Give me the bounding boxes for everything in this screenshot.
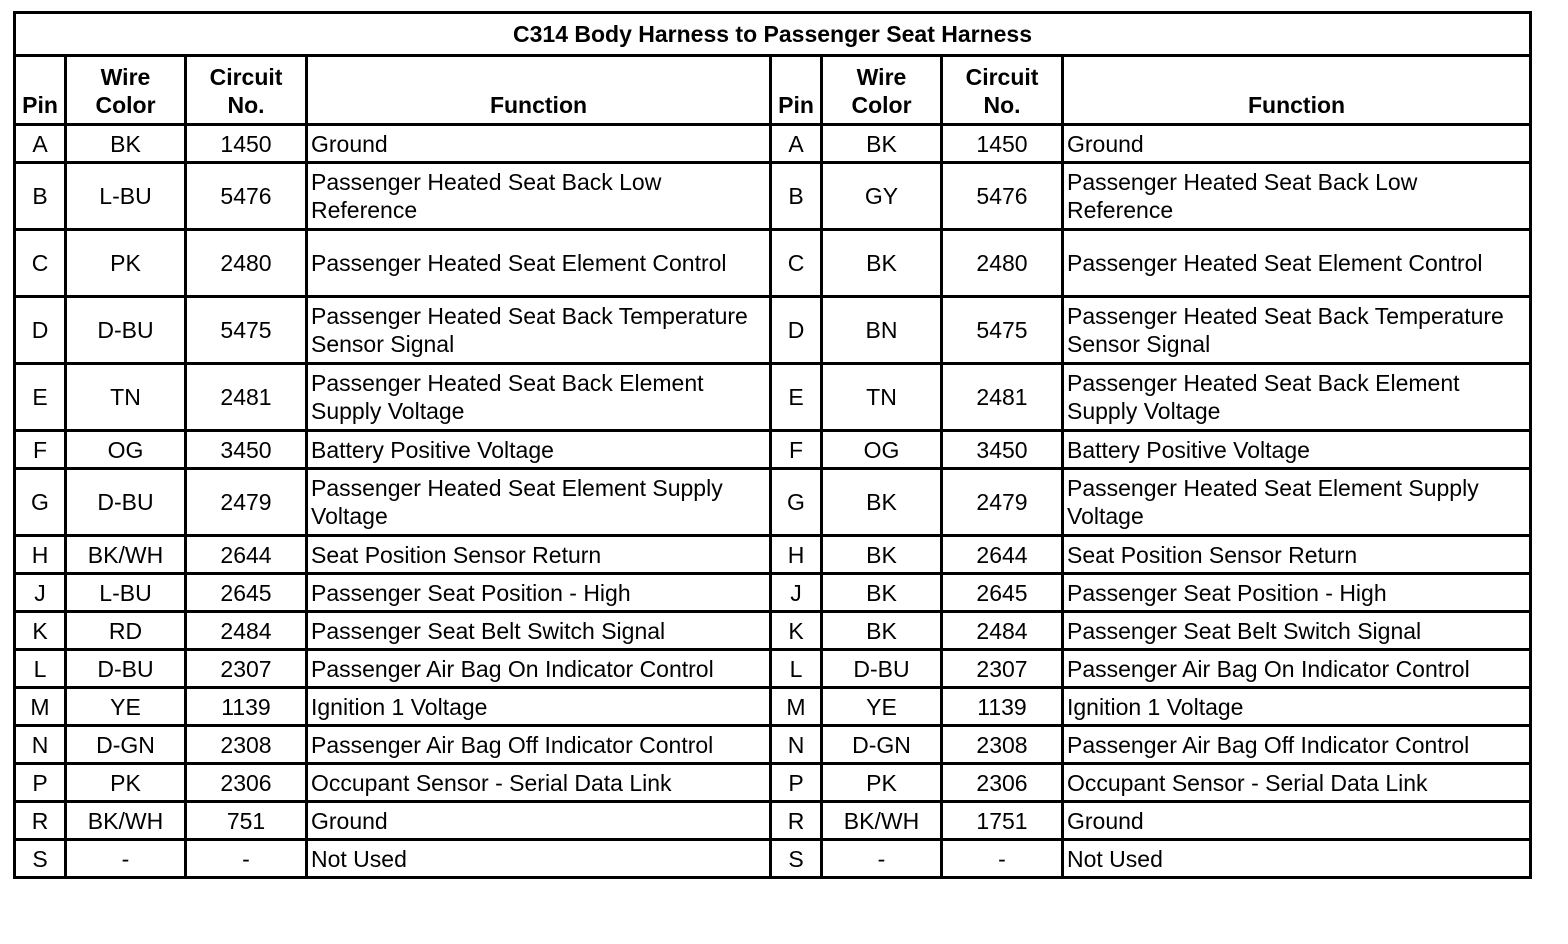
circuit-cell-left: 2479: [186, 469, 307, 536]
table-row: [15, 163, 1531, 230]
wire-color-cell-right: BK: [822, 574, 942, 612]
function-cell-left: Ground: [307, 125, 771, 163]
pin-cell-right: F: [771, 431, 822, 469]
circuit-cell-right: 1751: [942, 802, 1063, 840]
table-body: [15, 125, 1531, 878]
pin-cell-left: P: [15, 764, 66, 802]
wire-color-header-left: Wire Color: [66, 56, 186, 125]
function-cell-right: Battery Positive Voltage: [1063, 431, 1531, 469]
pin-cell-left: B: [15, 163, 66, 230]
table-row: [15, 574, 1531, 612]
wire-color-cell-left: D-BU: [66, 650, 186, 688]
table-row: [15, 230, 1531, 297]
circuit-cell-left: 5475: [186, 297, 307, 364]
circuit-cell-right: 5476: [942, 163, 1063, 230]
function-cell-left: Passenger Heated Seat Back Low Reference: [307, 163, 771, 230]
pin-cell-right: G: [771, 469, 822, 536]
function-cell-right: Passenger Seat Position - High: [1063, 574, 1531, 612]
function-cell-left: Passenger Heated Seat Back Element Supply Voltage: [307, 364, 771, 431]
wire-color-cell-left: RD: [66, 612, 186, 650]
function-cell-left: Occupant Sensor - Serial Data Link: [307, 764, 771, 802]
pin-cell-right: A: [771, 125, 822, 163]
circuit-cell-left: 2644: [186, 536, 307, 574]
circuit-no-header-right: Circuit No.: [942, 56, 1063, 125]
pin-cell-left: D: [15, 297, 66, 364]
function-cell-left: Battery Positive Voltage: [307, 431, 771, 469]
wire-color-cell-left: BK/WH: [66, 802, 186, 840]
circuit-cell-left: 2645: [186, 574, 307, 612]
wire-color-cell-left: BK/WH: [66, 536, 186, 574]
pin-cell-right: P: [771, 764, 822, 802]
wire-color-cell-right: -: [822, 840, 942, 878]
table-row: [15, 650, 1531, 688]
pin-cell-left: E: [15, 364, 66, 431]
wire-color-cell-left: D-BU: [66, 297, 186, 364]
wire-color-cell-left: OG: [66, 431, 186, 469]
wire-color-cell-right: BK: [822, 536, 942, 574]
wire-color-cell-right: BK/WH: [822, 802, 942, 840]
table-row: [15, 840, 1531, 878]
circuit-cell-left: 2484: [186, 612, 307, 650]
circuit-cell-right: 2307: [942, 650, 1063, 688]
circuit-cell-right: 1139: [942, 688, 1063, 726]
circuit-cell-left: 2480: [186, 230, 307, 297]
wire-color-cell-right: TN: [822, 364, 942, 431]
pin-cell-right: L: [771, 650, 822, 688]
pin-cell-left: S: [15, 840, 66, 878]
pin-header-left: Pin: [15, 56, 66, 125]
function-cell-left: Passenger Heated Seat Element Supply Voltage: [307, 469, 771, 536]
pin-cell-left: J: [15, 574, 66, 612]
table-row: [15, 469, 1531, 536]
circuit-cell-right: 2480: [942, 230, 1063, 297]
pin-cell-right: N: [771, 726, 822, 764]
function-cell-right: Passenger Heated Seat Back Element Supply Voltage: [1063, 364, 1531, 431]
table-title: C314 Body Harness to Passenger Seat Harness: [15, 13, 1531, 56]
wire-color-cell-right: GY: [822, 163, 942, 230]
function-cell-right: Passenger Seat Belt Switch Signal: [1063, 612, 1531, 650]
wire-color-cell-right: BK: [822, 612, 942, 650]
function-cell-right: Passenger Air Bag On Indicator Control: [1063, 650, 1531, 688]
circuit-cell-right: -: [942, 840, 1063, 878]
circuit-cell-left: 2481: [186, 364, 307, 431]
pin-cell-right: C: [771, 230, 822, 297]
wire-color-cell-left: YE: [66, 688, 186, 726]
circuit-cell-left: 1139: [186, 688, 307, 726]
circuit-cell-right: 2645: [942, 574, 1063, 612]
pin-cell-right: B: [771, 163, 822, 230]
function-cell-right: Ignition 1 Voltage: [1063, 688, 1531, 726]
function-cell-right: Passenger Heated Seat Back Temperature Sensor Signal: [1063, 297, 1531, 364]
function-cell-left: Ground: [307, 802, 771, 840]
wire-color-cell-right: D-GN: [822, 726, 942, 764]
function-cell-left: Passenger Heated Seat Back Temperature Sensor Signal: [307, 297, 771, 364]
circuit-cell-left: 2308: [186, 726, 307, 764]
pin-cell-right: J: [771, 574, 822, 612]
pin-header-right: Pin: [771, 56, 822, 125]
circuit-cell-right: 2644: [942, 536, 1063, 574]
pin-cell-right: D: [771, 297, 822, 364]
circuit-cell-left: 5476: [186, 163, 307, 230]
pin-cell-left: H: [15, 536, 66, 574]
pin-cell-right: M: [771, 688, 822, 726]
pin-cell-left: L: [15, 650, 66, 688]
function-cell-left: Passenger Seat Belt Switch Signal: [307, 612, 771, 650]
wire-color-cell-left: PK: [66, 764, 186, 802]
table-row: [15, 688, 1531, 726]
circuit-cell-right: 3450: [942, 431, 1063, 469]
circuit-cell-right: 2306: [942, 764, 1063, 802]
pin-cell-right: K: [771, 612, 822, 650]
function-cell-left: Passenger Air Bag On Indicator Control: [307, 650, 771, 688]
pin-cell-left: N: [15, 726, 66, 764]
pin-cell-right: S: [771, 840, 822, 878]
wire-color-cell-left: D-BU: [66, 469, 186, 536]
circuit-cell-right: 5475: [942, 297, 1063, 364]
table-row: [15, 536, 1531, 574]
function-header-left: Function: [307, 56, 771, 125]
circuit-cell-left: 2307: [186, 650, 307, 688]
pin-cell-left: C: [15, 230, 66, 297]
function-cell-left: Passenger Seat Position - High: [307, 574, 771, 612]
table-row: [15, 802, 1531, 840]
table-row: [15, 125, 1531, 163]
circuit-cell-right: 2308: [942, 726, 1063, 764]
circuit-cell-left: 3450: [186, 431, 307, 469]
wire-color-cell-left: -: [66, 840, 186, 878]
wire-color-cell-left: PK: [66, 230, 186, 297]
wire-color-cell-right: BN: [822, 297, 942, 364]
function-header-right: Function: [1063, 56, 1531, 125]
circuit-cell-right: 1450: [942, 125, 1063, 163]
function-cell-right: Passenger Heated Seat Element Control: [1063, 230, 1531, 297]
function-cell-left: Passenger Heated Seat Element Control: [307, 230, 771, 297]
function-cell-right: Ground: [1063, 125, 1531, 163]
wire-color-header-right: Wire Color: [822, 56, 942, 125]
table-row: [15, 297, 1531, 364]
function-cell-left: Passenger Air Bag Off Indicator Control: [307, 726, 771, 764]
header-row: [15, 56, 1531, 125]
circuit-cell-left: 751: [186, 802, 307, 840]
circuit-cell-left: 2306: [186, 764, 307, 802]
pin-cell-left: M: [15, 688, 66, 726]
function-cell-right: Passenger Heated Seat Back Low Reference: [1063, 163, 1531, 230]
wire-color-cell-left: BK: [66, 125, 186, 163]
function-cell-right: Passenger Heated Seat Element Supply Voltage: [1063, 469, 1531, 536]
connector-table: [13, 11, 1532, 879]
table-row: [15, 764, 1531, 802]
circuit-cell-right: 2479: [942, 469, 1063, 536]
wire-color-cell-left: L-BU: [66, 163, 186, 230]
table-row: [15, 612, 1531, 650]
function-cell-left: Ignition 1 Voltage: [307, 688, 771, 726]
table-row: [15, 364, 1531, 431]
wire-color-cell-right: D-BU: [822, 650, 942, 688]
wire-color-cell-left: L-BU: [66, 574, 186, 612]
wire-color-cell-left: TN: [66, 364, 186, 431]
wire-color-cell-right: BK: [822, 469, 942, 536]
function-cell-left: Not Used: [307, 840, 771, 878]
pin-cell-left: K: [15, 612, 66, 650]
circuit-cell-right: 2481: [942, 364, 1063, 431]
wire-color-cell-right: PK: [822, 764, 942, 802]
wire-color-cell-right: OG: [822, 431, 942, 469]
wire-color-cell-right: BK: [822, 125, 942, 163]
circuit-cell-left: 1450: [186, 125, 307, 163]
pin-cell-left: R: [15, 802, 66, 840]
pin-cell-left: F: [15, 431, 66, 469]
function-cell-right: Not Used: [1063, 840, 1531, 878]
wire-color-cell-right: BK: [822, 230, 942, 297]
pin-cell-right: E: [771, 364, 822, 431]
pin-cell-left: A: [15, 125, 66, 163]
circuit-no-header-left: Circuit No.: [186, 56, 307, 125]
function-cell-left: Seat Position Sensor Return: [307, 536, 771, 574]
circuit-cell-right: 2484: [942, 612, 1063, 650]
wire-color-cell-left: D-GN: [66, 726, 186, 764]
function-cell-right: Seat Position Sensor Return: [1063, 536, 1531, 574]
function-cell-right: Passenger Air Bag Off Indicator Control: [1063, 726, 1531, 764]
circuit-cell-left: -: [186, 840, 307, 878]
table-row: [15, 431, 1531, 469]
function-cell-right: Occupant Sensor - Serial Data Link: [1063, 764, 1531, 802]
wire-color-cell-right: YE: [822, 688, 942, 726]
pin-cell-right: H: [771, 536, 822, 574]
function-cell-right: Ground: [1063, 802, 1531, 840]
pin-cell-left: G: [15, 469, 66, 536]
table-row: [15, 726, 1531, 764]
pin-cell-right: R: [771, 802, 822, 840]
